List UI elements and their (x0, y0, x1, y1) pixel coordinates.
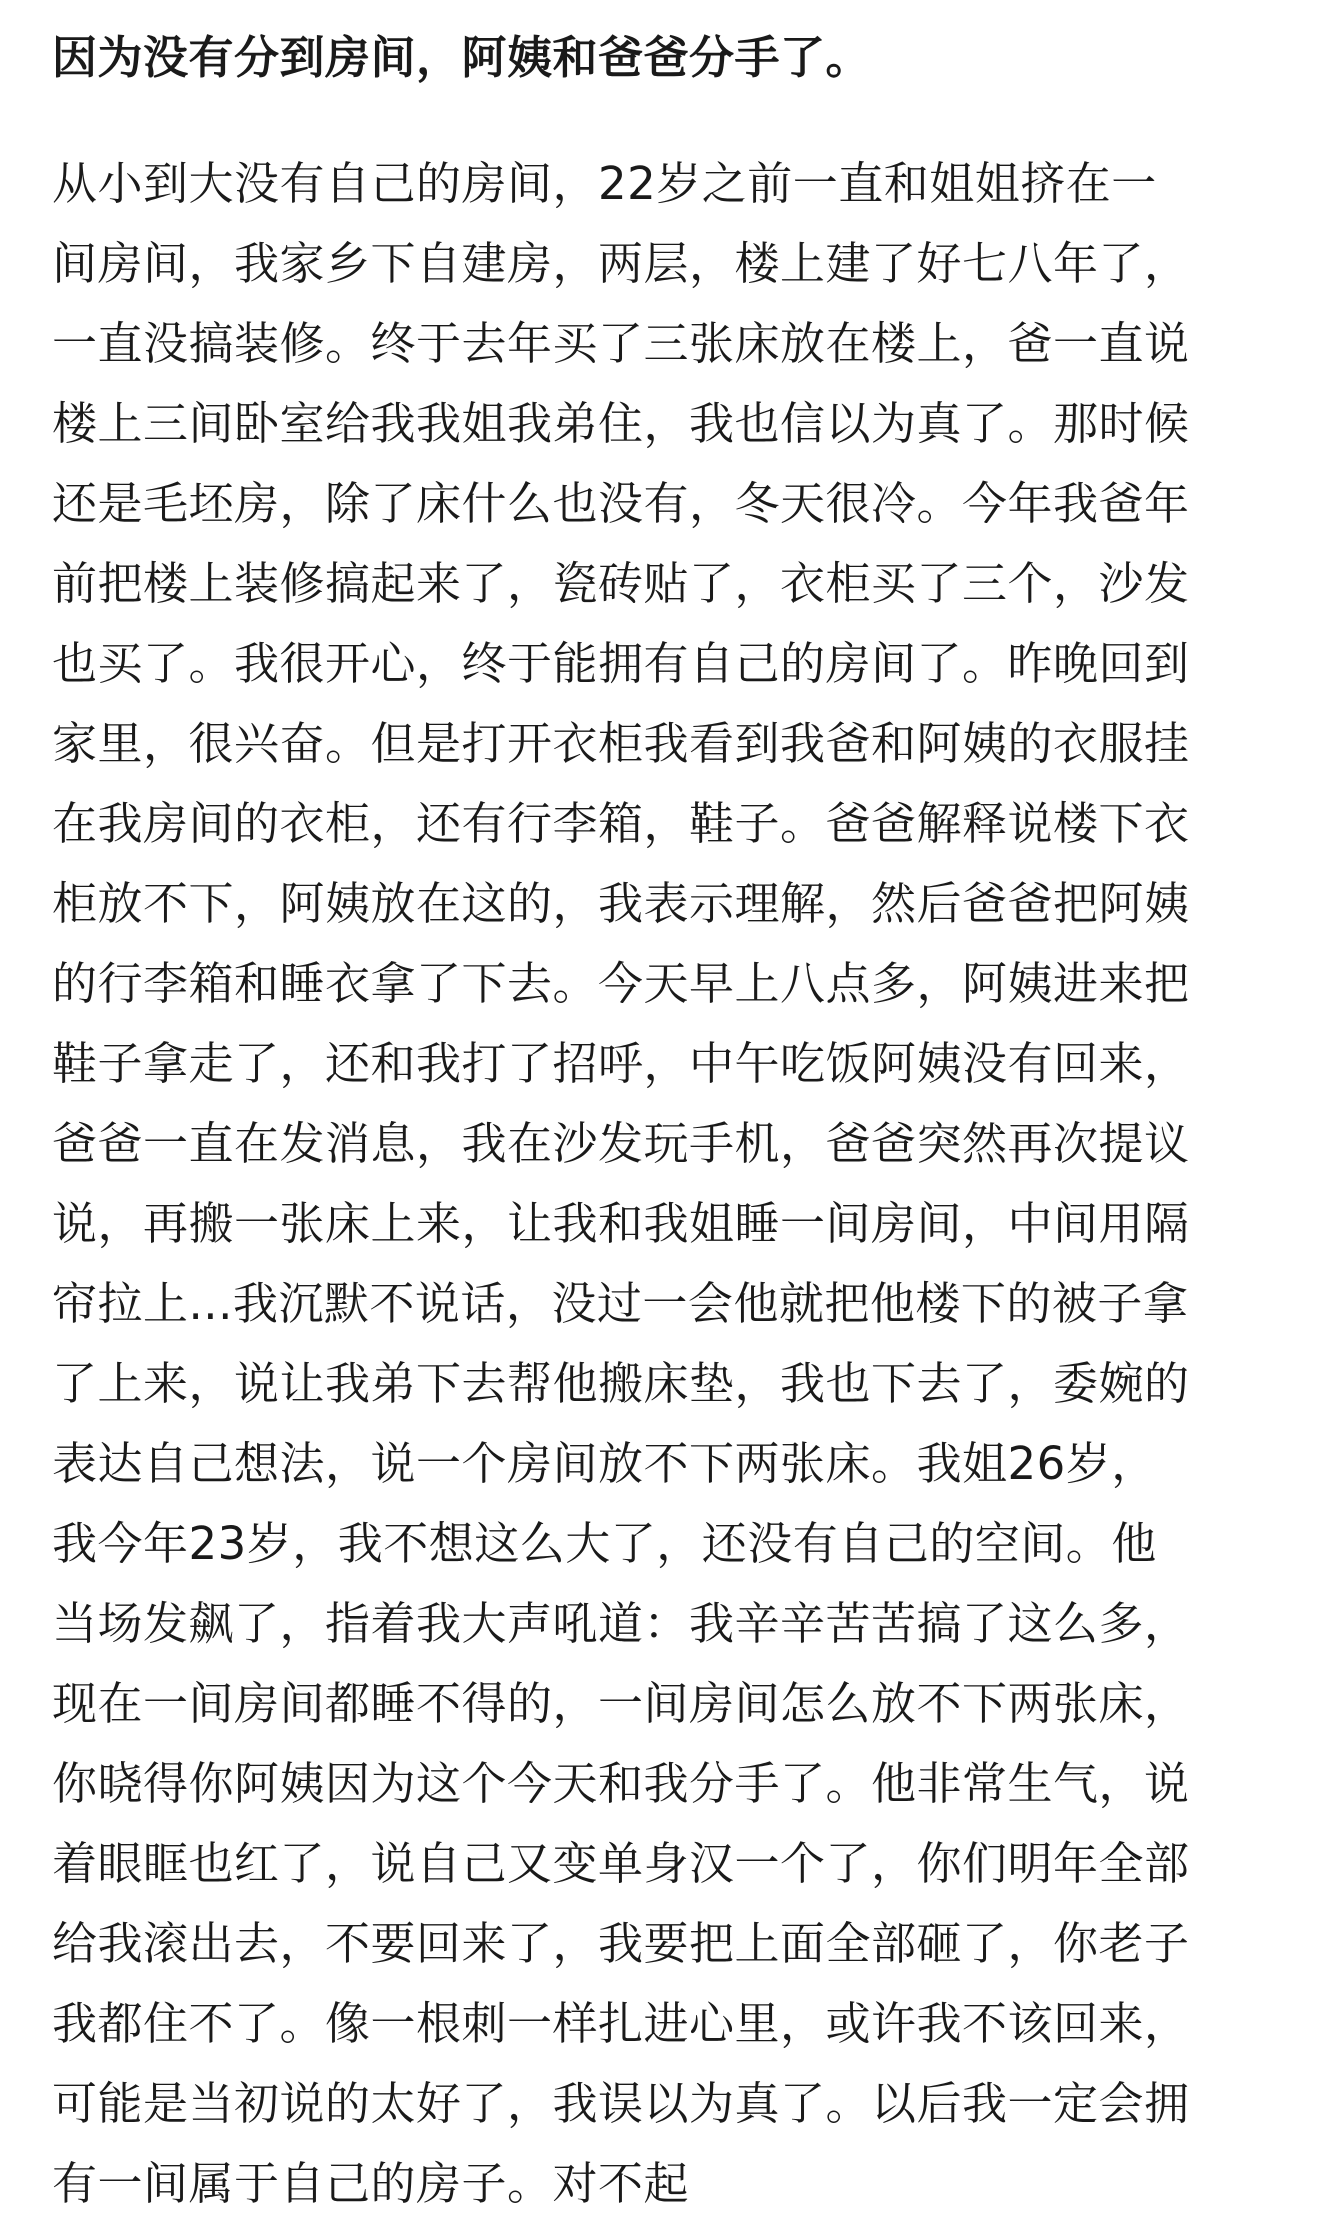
post-body-line: 楼上三间卧室给我我姐我弟住，我也信以为真了。那时候 (52, 397, 1190, 450)
post-body-line: 帘拉上...我沉默不说话，没过一会他就把他楼下的被子拿 (52, 1277, 1189, 1330)
post-body (52, 90, 1272, 2224)
post-body-line: 一直没搞装修。终于去年买了三张床放在楼上，爸一直说 (52, 317, 1190, 370)
post-body-line: 可能是当初说的太好了，我误以为真了。以后我一定会拥 (52, 2077, 1190, 2130)
post-body-line: 你晓得你阿姨因为这个今天和我分手了。他非常生气，说 (52, 1757, 1190, 1810)
post-body-line: 给我滚出去，不要回来了，我要把上面全部砸了，你老子 (52, 1917, 1190, 1970)
post-body-line: 说，再搬一张床上来，让我和我姐睡一间房间，中间用隔 (52, 1197, 1190, 1250)
post-body-line: 的行李箱和睡衣拿了下去。今天早上八点多，阿姨进来把 (52, 957, 1190, 1010)
post-body-line: 爸爸一直在发消息，我在沙发玩手机，爸爸突然再次提议 (52, 1117, 1190, 1170)
post-container (52, 0, 1272, 2224)
post-body-line: 从小到大没有自己的房间，22岁之前一直和姐姐挤在一 (52, 157, 1157, 210)
post-body-line: 柜放不下，阿姨放在这的，我表示理解，然后爸爸把阿姨 (52, 877, 1190, 930)
post-body-line: 有一间属于自己的房子。对不起 (52, 2157, 690, 2210)
post-body-line: 在我房间的衣柜，还有行李箱，鞋子。爸爸解释说楼下衣 (52, 797, 1190, 850)
post-body-line: 当场发飙了，指着我大声吼道：我辛辛苦苦搞了这么多， (52, 1597, 1190, 1650)
post-body-line: 表达自己想法，说一个房间放不下两张床。我姐26岁， (52, 1437, 1157, 1490)
post-body-line: 鞋子拿走了，还和我打了招呼，中午吃饭阿姨没有回来， (52, 1037, 1190, 1090)
post-title: 因为没有分到房间，阿姨和爸爸分手了。 (52, 31, 872, 84)
post-body-line: 了上来，说让我弟下去帮他搬床垫，我也下去了，委婉的 (52, 1357, 1190, 1410)
post-body-line: 前把楼上装修搞起来了，瓷砖贴了，衣柜买了三个，沙发 (52, 557, 1190, 610)
post-body-line: 着眼眶也红了，说自己又变单身汉一个了，你们明年全部 (52, 1837, 1190, 1890)
post-body-line: 我都住不了。像一根刺一样扎进心里，或许我不该回来， (52, 1997, 1190, 2050)
post-body-line: 间房间，我家乡下自建房，两层，楼上建了好七八年了， (52, 237, 1190, 290)
post-body-line: 现在一间房间都睡不得的，一间房间怎么放不下两张床， (52, 1677, 1190, 1730)
post-body-line: 家里，很兴奋。但是打开衣柜我看到我爸和阿姨的衣服挂 (52, 717, 1190, 770)
post-body-line: 我今年23岁，我不想这么大了，还没有自己的空间。他 (52, 1517, 1157, 1570)
post-body-line: 还是毛坯房，除了床什么也没有，冬天很冷。今年我爸年 (52, 477, 1190, 530)
post-body-line: 也买了。我很开心，终于能拥有自己的房间了。昨晚回到 (52, 637, 1190, 690)
